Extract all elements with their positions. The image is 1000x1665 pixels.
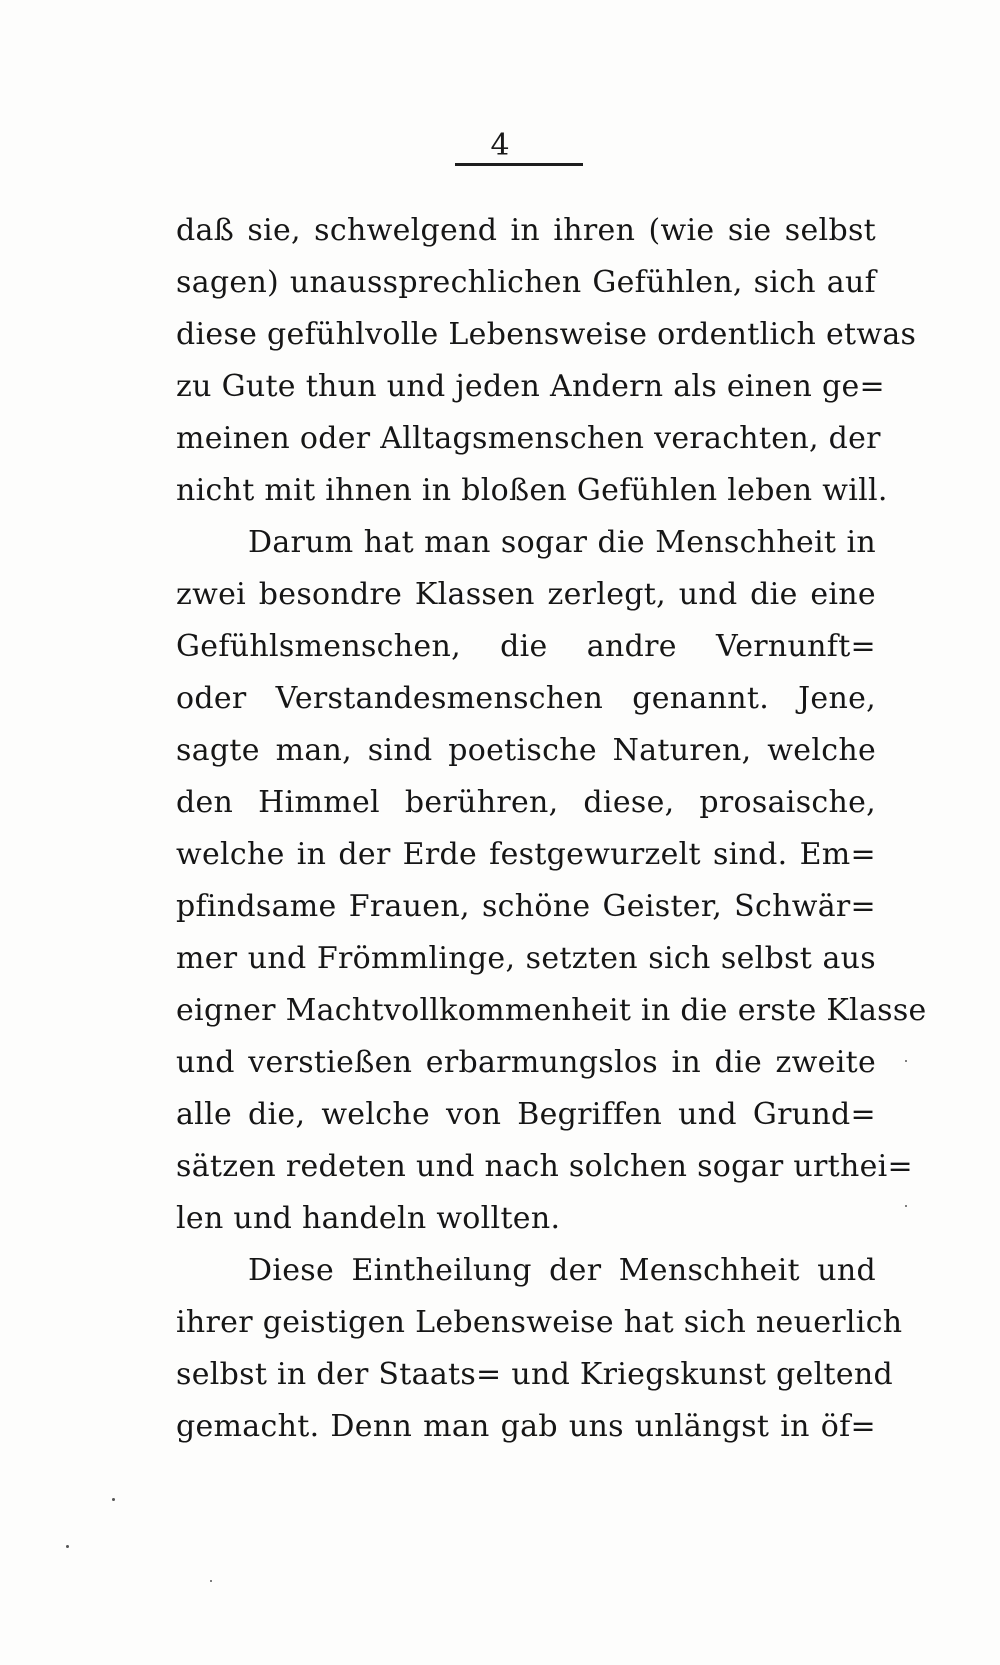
text-line: len und handeln wollten. [176, 1201, 561, 1236]
text-line: sagen) unaussprechlichen Gefühlen, sich auf [176, 265, 876, 300]
paper-speck [905, 1205, 907, 1207]
text-line: nicht mit ihnen in bloßen Gefühlen leben will. [176, 473, 888, 508]
text-line: eigner Machtvollkommenheit in die erste Klasse [176, 993, 927, 1028]
text-line: Gefühlsmenschen, die andre Vernunft= [176, 629, 876, 664]
paper-speck [210, 1580, 212, 1582]
text-line: daß sie, schwelgend in ihren (wie sie selbst [176, 213, 876, 248]
text-line: selbst in der Staats= und Kriegskunst geltend [176, 1357, 894, 1392]
text-line: Diese Eintheilung der Menschheit und [248, 1253, 876, 1288]
text-line: sätzen redeten und nach solchen sogar urthei= [176, 1149, 913, 1184]
text-line: zu Gute thun und jeden Andern als einen ge= [176, 369, 885, 404]
text-line: mer und Frömmlinge, setzten sich selbst aus [176, 941, 876, 976]
paper-speck [66, 1545, 69, 1548]
body-text [176, 205, 927, 1453]
text-line: meinen oder Alltagsmenschen verachten, der [176, 421, 881, 456]
text-line: pfindsame Frauen, schöne Geister, Schwär= [176, 889, 876, 924]
text-line: welche in der Erde festgewurzelt sind. Em= [176, 837, 876, 872]
header-rule [455, 163, 583, 166]
text-line: sagte man, sind poetische Naturen, welche [176, 733, 876, 768]
page-number: 4 [490, 128, 510, 163]
text-line: oder Verstandesmenschen genannt. Jene, [176, 681, 876, 716]
text-line: zwei besondre Klassen zerlegt, und die eine [176, 577, 876, 612]
text-line: und verstießen erbarmungslos in die zweite [176, 1045, 876, 1080]
text-line: alle die, welche von Begriffen und Grund= [176, 1097, 876, 1132]
text-line: ihrer geistigen Lebensweise hat sich neuerlich [176, 1305, 903, 1340]
paper-speck [112, 1498, 115, 1501]
text-line: diese gefühlvolle Lebensweise ordentlich etwas [176, 317, 917, 352]
text-line: den Himmel berühren, diese, prosaische, [176, 785, 876, 820]
text-line: Darum hat man sogar die Menschheit in [248, 525, 876, 560]
text-line: gemacht. Denn man gab uns unlängst in öf= [176, 1409, 876, 1444]
paper-speck [905, 1060, 907, 1062]
